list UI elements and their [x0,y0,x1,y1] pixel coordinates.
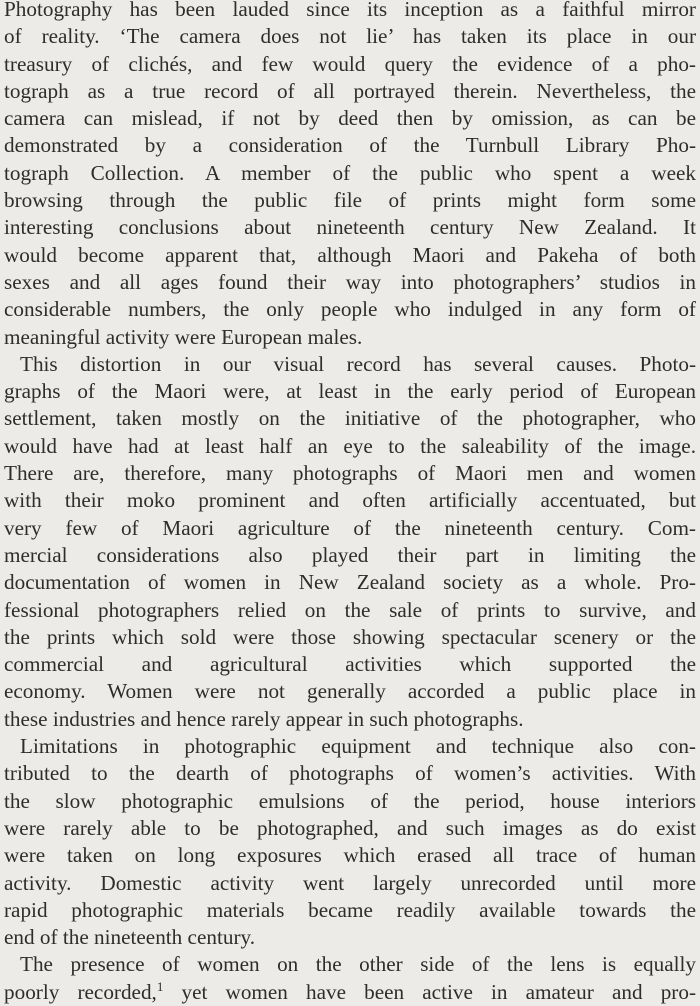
text-line: There are, therefore, many photographs of Maori men and women [4,461,696,486]
text-line: fessional photographers relied on the sale of prints to survive, and [4,597,696,622]
text-fragment: yet women have been active in amateur and pro- [163,979,696,1004]
text-line [4,979,696,1006]
text-line: browsing through the public file of prints might form some [4,188,696,213]
footnote-marker: 1 [156,978,164,994]
text-line: settlement, taken mostly on the initiative of the photographer, who [4,406,696,431]
text-line: mercial considerations also played their part in limiting the [4,542,696,567]
text-line: sexes and all ages found their way into photographers’ studios in [4,269,696,294]
text-line: tograph Collection. A member of the public who spent a week [4,160,696,185]
text-line: were taken on long exposures which erased all trace of human [4,843,696,868]
text-line: the slow photographic emulsions of the period, house interiors [4,788,696,813]
text-line: treasury of clichés, and few would query the evidence of a pho- [4,51,696,76]
text-fragment: poorly recorded, [4,979,157,1004]
paragraph-3 [4,733,696,951]
text-line: considerable numbers, the only people who indulged in any form of [4,297,696,322]
paragraph-1 [4,0,696,351]
text-line: The presence of women on the other side of the lens is equally [20,952,696,977]
text-line: the prints which sold were those showing spectacular scenery or the [4,624,696,649]
text-line: meaningful activity were European males. [4,324,363,349]
text-line: very few of Maori agriculture of the nineteenth century. Com- [4,515,696,540]
text-line: Limitations in photographic equipment and technique also con- [20,734,696,759]
text-line: rapid photographic materials became readily available towards the [4,897,696,922]
text-line: This distortion in our visual record has several causes. Photo- [20,351,696,376]
paragraph-4 [4,951,696,1006]
text-line: end of the nineteenth century. [4,925,256,950]
paragraph-2 [4,351,696,733]
text-line: documentation of women in New Zealand society as a whole. Pro- [4,570,696,595]
text-line: demonstrated by a consideration of the Turnbull Library Pho- [4,133,696,158]
text-line: tributed to the dearth of photographs of women’s activities. With [4,761,696,786]
text-line: Photography has been lauded since its inception as a faithful mirror [4,0,696,21]
text-line: graphs of the Maori were, at least in the early period of European [4,379,696,404]
text-line: camera can mislead, if not by deed then by omission, as can be [4,106,696,131]
text-line: activity. Domestic activity went largely unrecorded until more [4,870,696,895]
text-line: these industries and hence rarely appear in such photographs. [4,706,524,731]
text-line: economy. Women were not generally accorded a public place in [4,679,696,704]
text-line: interesting conclusions about nineteenth century New Zealand. It [4,215,696,240]
text-line: would have had at least half an eye to the saleability of the image. [4,433,696,458]
text-line: commercial and agricultural activities which supported the [4,652,696,677]
text-line: with their moko prominent and often artificially accentuated, but [4,488,696,513]
text-line: tograph as a true record of all portrayed therein. Nevertheless, the [4,78,696,103]
text-line: would become apparent that, although Maori and Pakeha of both [4,242,696,267]
text-line: were rarely able to be photographed, and such images as do exist [4,815,696,840]
text-line: of reality. ‘The camera does not lie’ has taken its place in our [4,24,696,49]
text-column [4,0,696,1006]
